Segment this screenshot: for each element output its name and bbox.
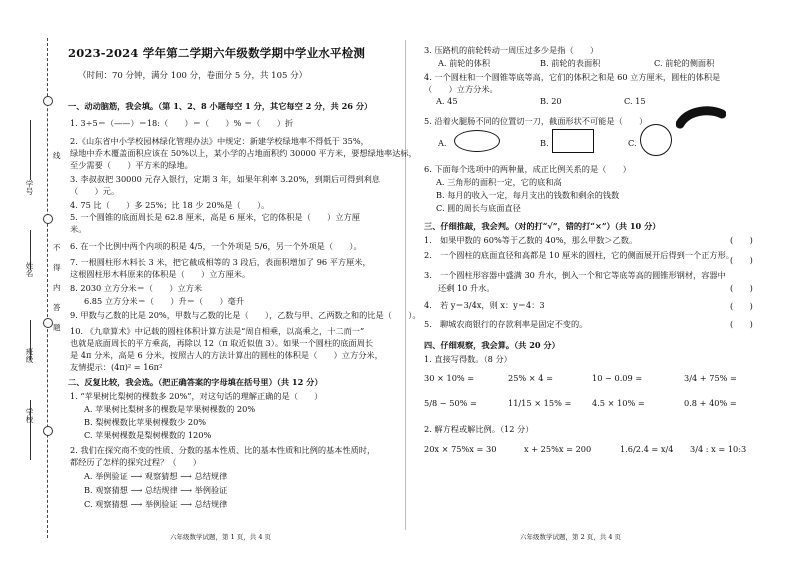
question: 是 4π 分米，高是 6 分米，按照古人的方法计算出的圆柱的体积是（ ）立方分米， xyxy=(70,350,383,360)
judgment-item: 1. 如果甲数的 60%等于乙数的 40%，那么甲数＞乙数。 xyxy=(424,235,638,245)
seal-text: 答 xyxy=(53,303,61,312)
seal-hole xyxy=(43,426,53,436)
question: 4. 75 比（ ）多 25%；比 18 少 20%是（ ）。 xyxy=(70,200,270,210)
option: A. 三角形的面积一定，它的底和高 xyxy=(436,177,562,187)
seal-text: 不 xyxy=(53,243,61,252)
question: 2.《山东省中小学校园林绿化管理办法》中规定：新建学校绿地率不得低于 35%， xyxy=(70,136,369,146)
answer-bracket[interactable]: ( ) xyxy=(730,255,753,265)
rectangle-shape xyxy=(552,129,594,153)
question: 6. 下面每个选项中的两种量，成正比例关系的是（ ） xyxy=(424,164,631,174)
equation-item: x + 25%x = 200 xyxy=(524,444,592,454)
option: C. 观察猜想 ⟶ 举例验证 ⟶ 总结规律 xyxy=(84,499,228,509)
seal-text: 内 xyxy=(53,283,61,292)
judgment-item: 3. 一个圆柱形容器中盛满 30 升水，倒入一个和它等底等高的圆锥形钢材，容器中 xyxy=(424,270,726,280)
question: 5. 沿着火腿肠不同的位置切一刀，截面形状不可能是（ ） xyxy=(424,116,648,126)
question: （ ）立方分米。 xyxy=(424,84,498,94)
calc-item: 0.8 + 40% = xyxy=(684,398,737,408)
option: A. 举例验证 ⟶ 观察猜想 ⟶ 总结规律 xyxy=(84,471,228,481)
calc-item: 30 × 10% = xyxy=(424,373,475,383)
question: 也就是底面周长的平方乘高，再除以 12（π 取近似值 3）。如果一个圆柱的底面周长 xyxy=(70,338,374,348)
answer-bracket[interactable]: ( ) xyxy=(730,235,753,245)
option: B. 每月的收入一定，每月支出的钱数和剩余的钱数 xyxy=(436,190,620,200)
page-divider xyxy=(405,40,406,530)
question: 至少需要（ ）平方米的绿地。 xyxy=(70,160,193,170)
question: 绿地中乔木覆盖面积应该在 50%以上，某小学的占地面积约 30000 平方米，要想绿地率达标， xyxy=(70,148,417,158)
option: C. 15 xyxy=(624,96,646,106)
option: C. 圆的周长与底面直径 xyxy=(436,203,521,213)
seal-text: 线 xyxy=(53,151,61,160)
option: C. xyxy=(628,138,637,148)
ellipse-shape xyxy=(454,130,500,152)
question: 6.85 立方分米＝（ ）升＝（ ）毫升 xyxy=(84,296,245,306)
calc-item: 11/15 × 15% = xyxy=(508,398,572,408)
calc-item: 5/8 − 50% = xyxy=(424,398,477,408)
question: 都经历了怎样的探究过程？（ ） xyxy=(70,457,202,467)
seal-hole xyxy=(43,96,53,106)
page-footer: 六年级数学试题，第 2 页，共 4 页 xyxy=(520,533,622,541)
circle-shape xyxy=(640,124,672,156)
school-label: 学校 xyxy=(25,408,34,423)
option: A. xyxy=(438,138,447,148)
page-footer: 六年级数学试题，第 1 页，共 4 页 xyxy=(170,533,272,541)
exam-subtitle: （时间：70 分钟，满分 100 分，卷面分 5 分，共 105 分） xyxy=(78,71,308,81)
equation-item: 1.6/2.4 = x/4 xyxy=(620,444,674,454)
option: B. 梨树棵数比苹果树棵数少 20% xyxy=(84,417,207,427)
question: 7. 一根圆柱形木料长 3 米，把它截成相等的 3 段后，表面积增加了 96 平方厘米， xyxy=(70,257,371,267)
option: A. 苹果树比梨树多的棵数是苹果树棵数的 20% xyxy=(84,404,256,414)
option: A. 45 xyxy=(436,96,458,106)
question: （ ）元。 xyxy=(70,186,120,196)
section-4-heading: 四、仔细观察，我会算。（共 20 分） xyxy=(424,340,560,350)
seal-hole xyxy=(43,318,53,328)
option: A. 前轮的体积 xyxy=(438,58,491,68)
judgment-item: 2. 一个圆柱的底面直径和高都是 10 厘米的圆柱，它的侧面展开后得到一个正方形。 xyxy=(424,250,734,260)
equation-item: 20x × 75%x = 30 xyxy=(424,444,497,454)
question: 10. 《九章算术》中记载的圆柱体积计算方法是“周自相乘，以高乘之，十二而一” xyxy=(70,326,365,336)
subsection-heading: 1. 直接写得数。（8 分） xyxy=(424,354,512,364)
section-1-heading: 一、动动脑筋，我会填。（第 1、2、8 小题每空 1 分，其它每空 2 分，共 26 分） xyxy=(68,101,373,111)
student-id-label: 学号 xyxy=(25,180,34,195)
question: 3. 李叔叔把 30000 元存入银行，定期 3 年，如果年利率 3.20%，到期后可得到利息 xyxy=(70,174,380,184)
name-label: 姓名 xyxy=(25,262,34,277)
judgment-item: 还剩 10 升水。 xyxy=(438,283,495,293)
equation-item: 3/4 : x = 10:3 xyxy=(690,444,747,454)
question: 这根圆柱形木料原来的体积是（ ）立方厘米。 xyxy=(70,269,251,279)
question: 1. “苹果树比梨树的棵数多 20%”，对这句话的理解正确的是（ ） xyxy=(70,391,323,401)
option: B. 20 xyxy=(540,96,562,106)
question: 9. 甲数与乙数的比是 20%，甲数与乙数的比是（ ），乙数与甲、乙两数之和的比是（ ）。 xyxy=(70,310,421,320)
binding-line xyxy=(47,38,48,538)
question: 2. 我们在探究商不变的性质、分数的基本性质、比的基本性质和比例的基本性质时， xyxy=(70,445,376,455)
question: 米。 xyxy=(70,224,87,234)
answer-bracket[interactable]: ( ) xyxy=(730,283,753,293)
calc-item: 4.5 × 10% = xyxy=(592,398,645,408)
seal-text: 题 xyxy=(53,323,61,332)
option: B. 前轮的表面积 xyxy=(540,58,601,68)
question: 3. 压路机的前轮转动一周压过多少是指（ ） xyxy=(424,45,599,55)
calc-item: 3/4 + 75% = xyxy=(684,373,737,383)
question: 1. 3÷5＝（——）＝18:（ ）＝（ ）% ＝（ ）折 xyxy=(70,118,294,128)
judgment-item: 5. 聊城农商银行的存款利率是固定不变的。 xyxy=(424,319,588,329)
question: 8. 2030 立方分米＝（ ）立方米 xyxy=(70,283,203,293)
section-2-heading: 二、反复比较，我会选。（把正确答案的字母填在括号里）（共 12 分） xyxy=(68,377,323,387)
seal-hole xyxy=(43,214,53,224)
option: C. 苹果树棵数是梨树棵数的 120% xyxy=(84,430,212,440)
student-id-line xyxy=(30,120,31,180)
answer-bracket[interactable]: ( ) xyxy=(730,301,753,311)
section-3-heading: 三、仔细推敲，我会判。（对的打“√”，错的打“×”）（共 10 分） xyxy=(424,221,661,231)
exam-title: 2023-2024 学年第二学期六年级数学期中学业水平检测 xyxy=(68,46,366,60)
judgment-item: 4. 若 y＝3/4x，则 x：y＝4：3 xyxy=(424,300,545,310)
sausage-image xyxy=(676,106,726,130)
option: B. 观察猜想 ⟶ 总结规律 ⟶ 举例验证 xyxy=(84,485,228,495)
option: B. xyxy=(540,138,549,148)
question: 友情提示：(4π)² = 16π² xyxy=(70,362,163,372)
question: 6. 在一个比例中两个内项的积是 4/5，一个外项是 5/6，另一个外项是（ ）。 xyxy=(70,241,362,251)
calc-item: 10 − 0.09 = xyxy=(592,373,643,383)
option: C. 前轮的侧面积 xyxy=(654,58,715,68)
class-label: 班级 xyxy=(25,348,34,363)
question: 4. 一个圆柱和一个圆锥等底等高，它们的体积之和是 60 立方厘米，圆柱的体积是 xyxy=(424,72,721,82)
question: 5. 一个圆锥的底面周长是 62.8 厘米，高是 6 厘米，它的体积是（ ）立方厘 xyxy=(70,212,360,222)
subsection-heading: 2. 解方程或解比例。（12 分） xyxy=(424,424,534,434)
seal-text: 得 xyxy=(53,263,61,272)
answer-bracket[interactable]: ( ) xyxy=(730,319,753,329)
calc-item: 25% × 4 = xyxy=(508,373,553,383)
